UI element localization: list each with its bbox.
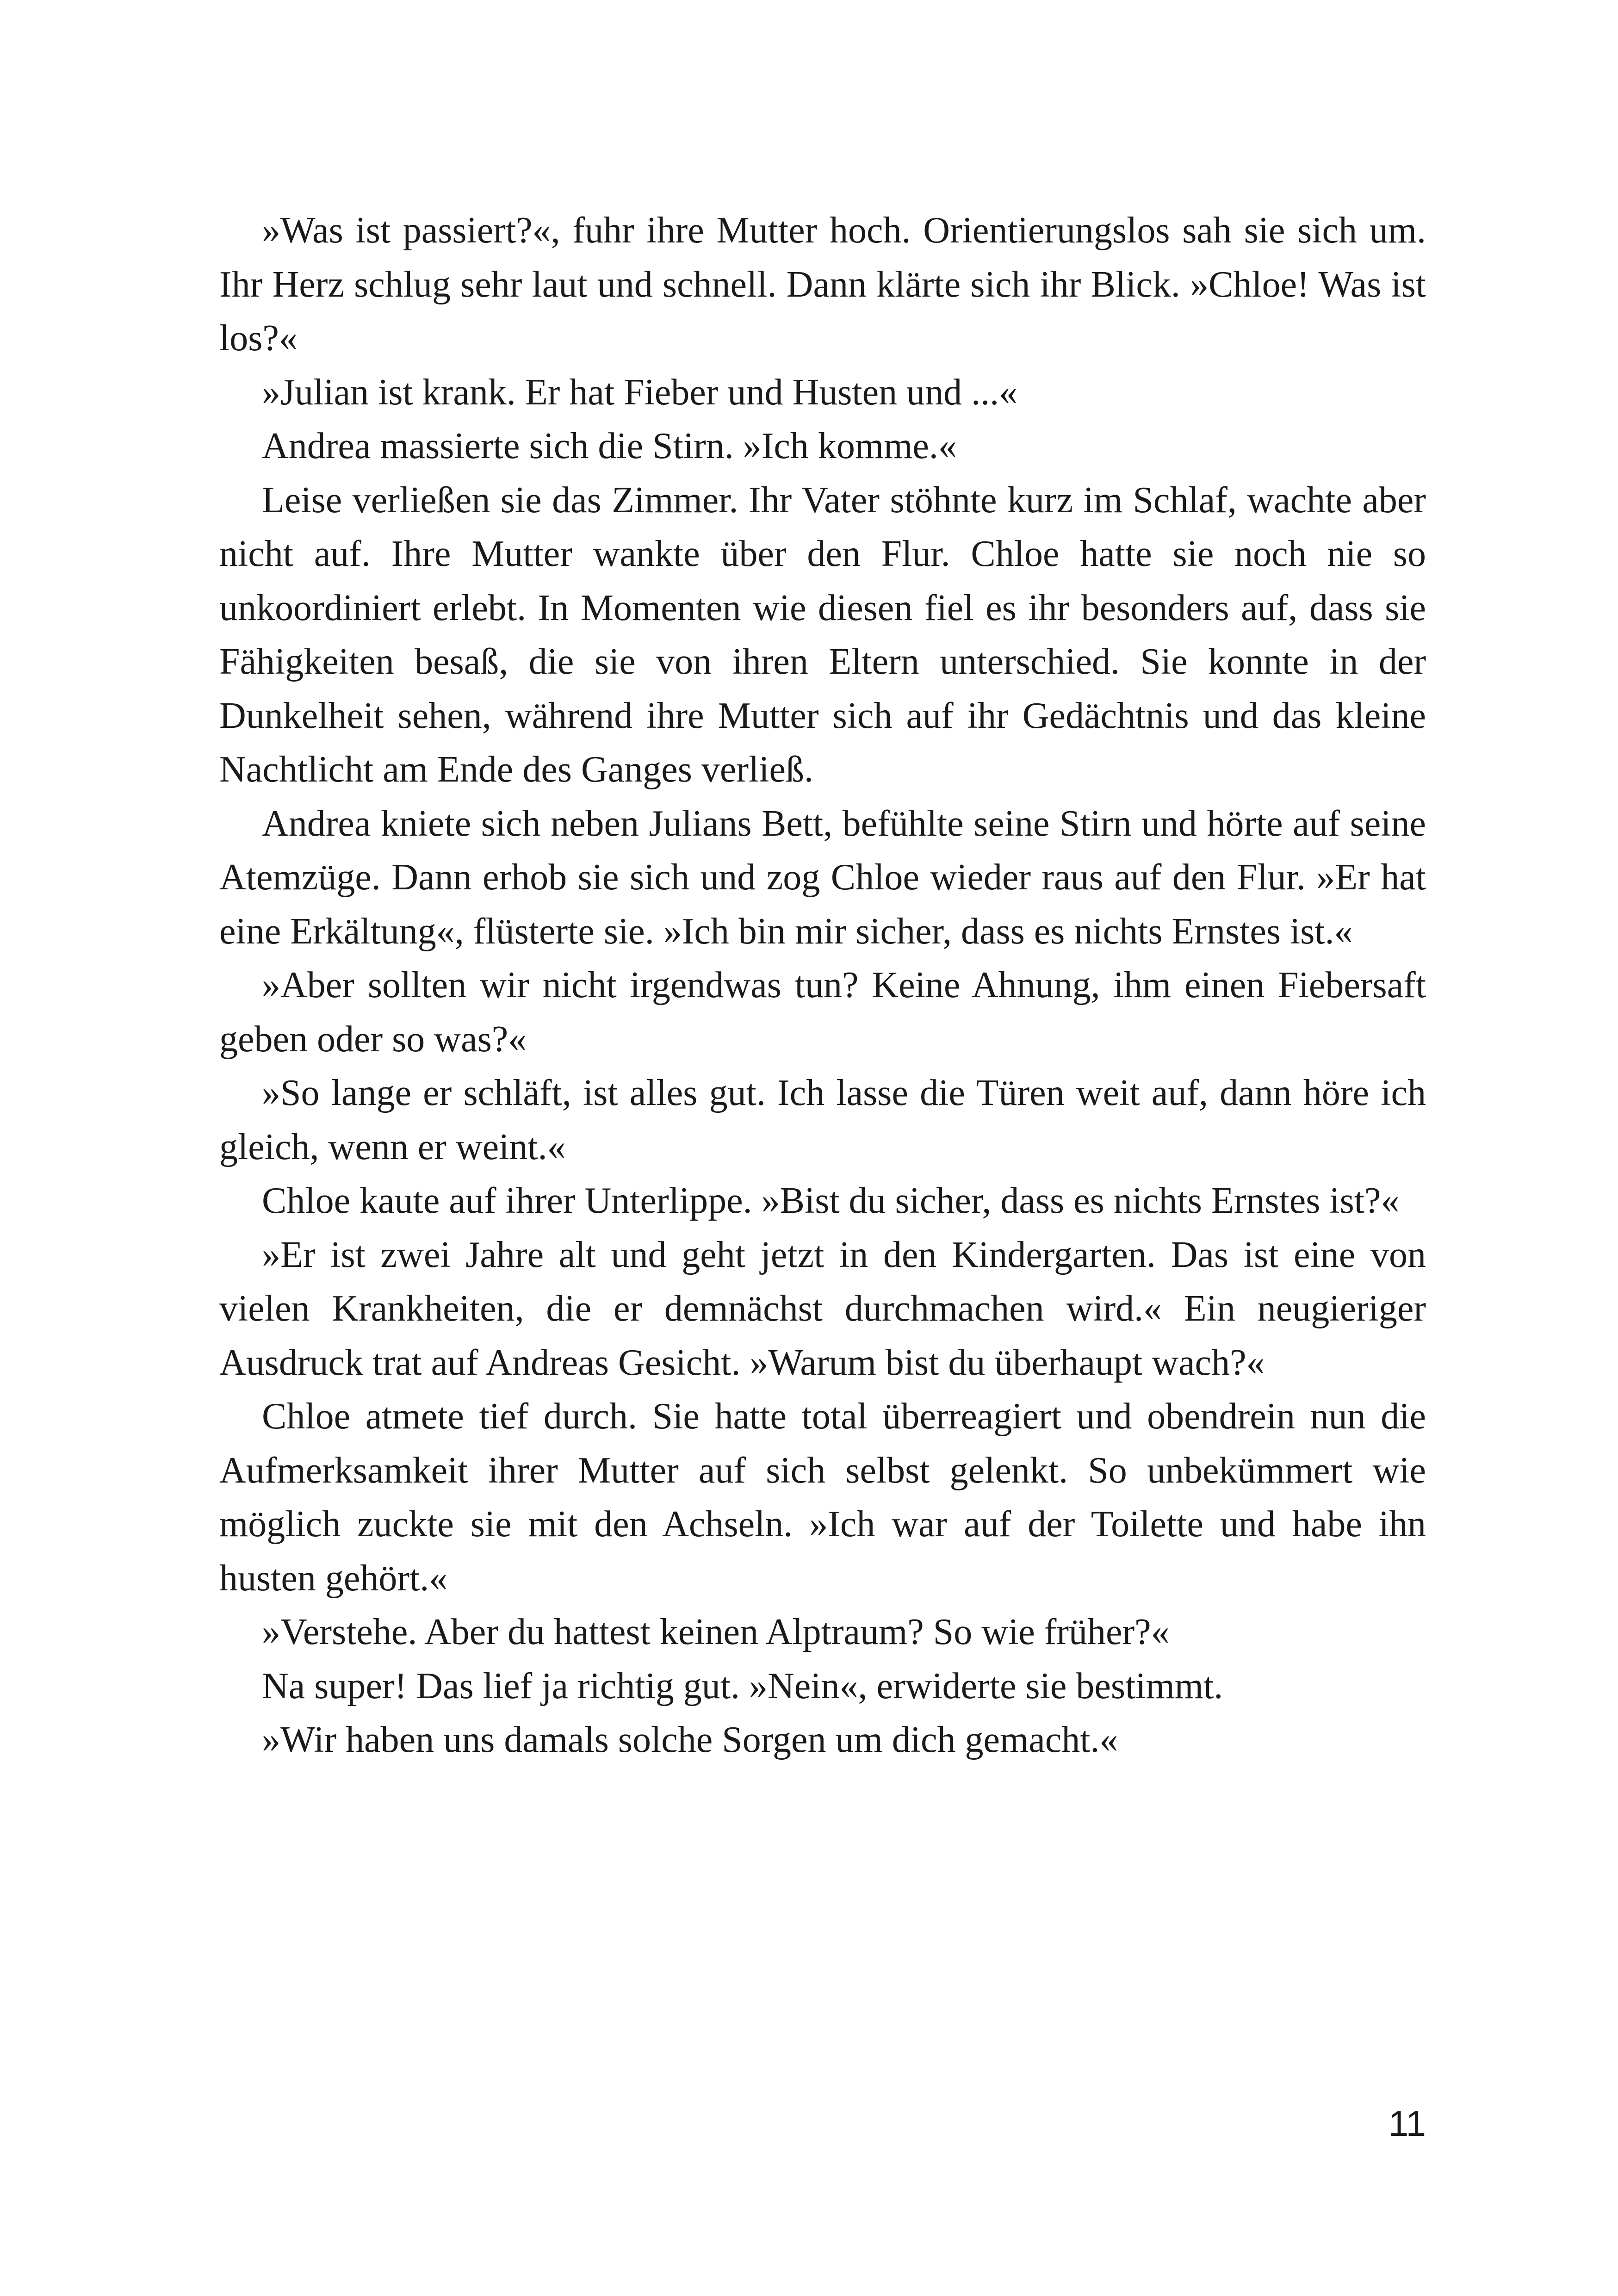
body-text [219, 204, 1426, 1767]
paragraph: »Wir haben uns damals solche Sorgen um dich gemacht.« [262, 1719, 1118, 1760]
paragraph: Chloe atmete tief durch. Sie hatte total überreagiert und obendrein nun die Aufmerksamkeit ihrer Mutter auf sich selbst gelenkt. So unbekümmert wie möglich zuckte sie mit den Achseln. »Ich war auf der Toilette und habe ihn husten gehört.« [219, 1396, 1426, 1599]
paragraph: »Julian ist krank. Er hat Fieber und Husten und ...« [262, 372, 1018, 413]
paragraph: »So lange er schläft, ist alles gut. Ich lasse die Türen weit auf, dann höre ich gleich, wenn er weint.« [219, 1073, 1426, 1167]
paragraph: Na super! Das lief ja richtig gut. »Nein«, erwiderte sie bestimmt. [262, 1665, 1223, 1706]
paragraph: »Aber sollten wir nicht irgendwas tun? Keine Ahnung, ihm einen Fiebersaft geben oder so was?« [219, 965, 1426, 1060]
page-number: 11 [1389, 2103, 1426, 2144]
paragraph: »Was ist passiert?«, fuhr ihre Mutter hoch. Orientierungslos sah sie sich um. Ihr Herz schlug sehr laut und schnell. Dann klärte sich ihr Blick. »Chloe! Was ist los?« [219, 210, 1426, 359]
paragraph: »Er ist zwei Jahre alt und geht jetzt in den Kindergarten. Das ist eine von vielen Krankheiten, die er demnächst durchmachen wird.« Ein neugieriger Ausdruck trat auf Andreas Gesicht. »Warum bist du überhaupt wach?« [219, 1234, 1426, 1383]
paragraph: Andrea massierte sich die Stirn. »Ich komme.« [262, 426, 957, 466]
paragraph: Chloe kaute auf ihrer Unterlippe. »Bist du sicher, dass es nichts Ernstes ist?« [262, 1180, 1400, 1221]
paragraph: Leise verließen sie das Zimmer. Ihr Vater stöhnte kurz im Schlaf, wachte aber nicht auf. Ihre Mutter wankte über den Flur. Chloe hatte sie noch nie so unkoordiniert erlebt. In Momenten wie diesen fiel es ihr besonders auf, dass sie Fähigkeiten besaß, die sie von ihren Eltern unterschied. Sie konnte in der Dunkelheit sehen, während ihre Mutter sich auf ihr Gedächtnis und das kleine Nachtlicht am Ende des Ganges verließ. [219, 479, 1426, 790]
paragraph: »Verstehe. Aber du hattest keinen Alptraum? So wie früher?« [262, 1612, 1170, 1652]
paragraph: Andrea kniete sich neben Julians Bett, befühlte seine Stirn und hörte auf seine Atemzüge. Dann erhob sie sich und zog Chloe wieder raus auf den Flur. »Er hat eine Erkältung«, flüsterte sie. »Ich bin mir sicher, dass es nichts Ernstes ist.« [219, 803, 1426, 952]
